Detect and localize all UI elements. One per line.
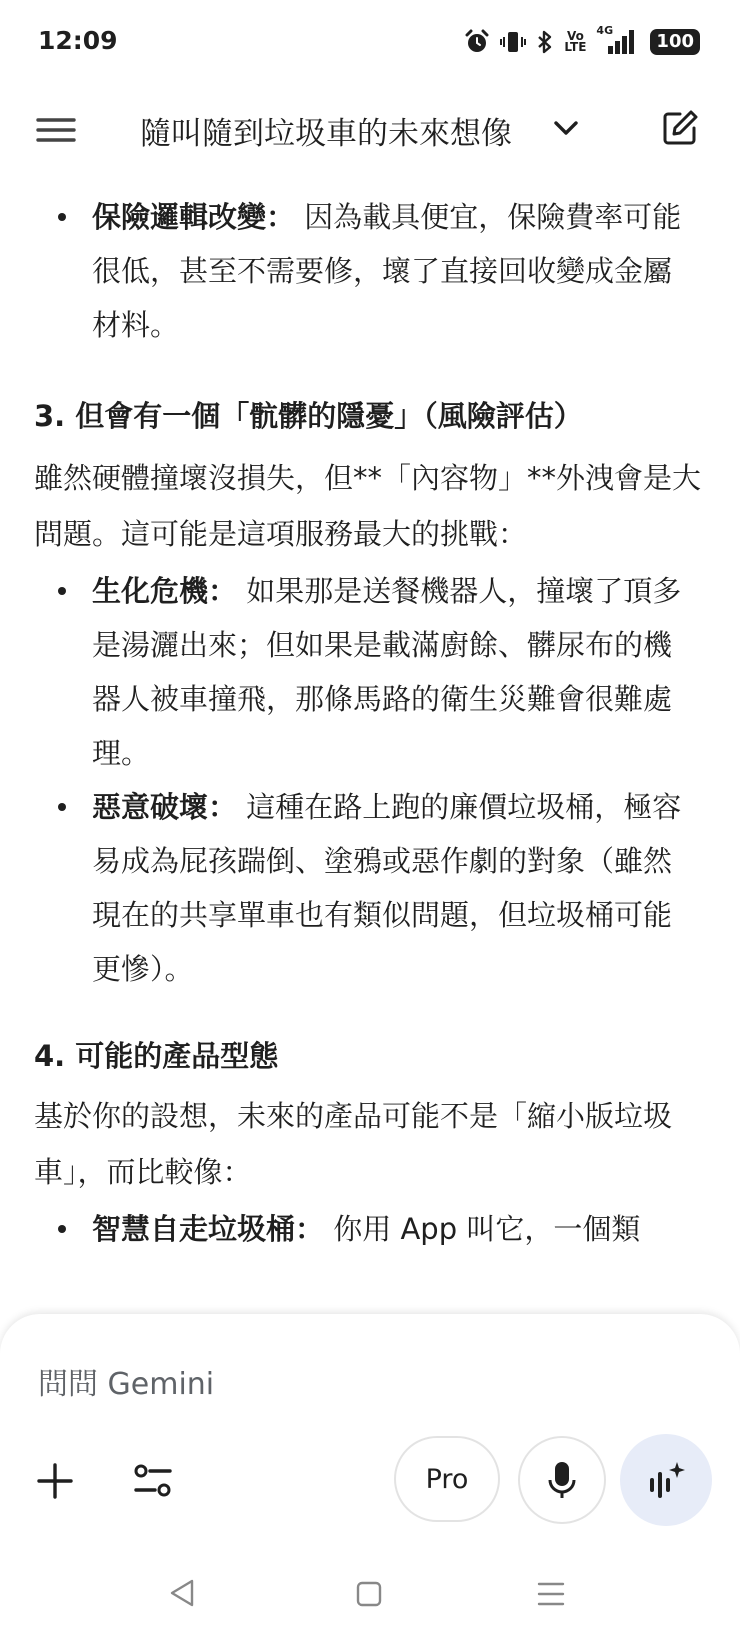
bullet-vandalism-text: 這種在路上跑的廉價垃圾桶，極容易成為屁孩踹倒、塗鴉或惡作劇的對象（雖然現在的共享單車也有類似問題，但垃圾桶可能更慘）。 (92, 790, 682, 986)
volte-icon (564, 31, 586, 53)
model-pro-button[interactable]: Pro (394, 1436, 500, 1522)
menu-icon (36, 110, 76, 150)
add-attachment-button[interactable] (36, 1462, 74, 1504)
response-content (0, 174, 740, 1314)
prompt-input[interactable] (36, 1366, 540, 1403)
bullet-biohazard (92, 564, 690, 780)
bullet-smartbin-text: 你用 App 叫它，一個類 (324, 1212, 641, 1246)
chevron-down-icon (552, 116, 580, 140)
tools-icon (132, 1460, 174, 1502)
recent-apps-icon (536, 1580, 566, 1608)
live-button[interactable] (620, 1434, 712, 1526)
vibrate-icon (500, 29, 526, 55)
bullet-biohazard-text: 如果那是送餐機器人，撞壞了頂多是湯灑出來；但如果是載滿廚餘、髒尿布的機器人被車撞飛，那條馬路的衛生災難會很難處理。 (92, 574, 682, 770)
menu-button[interactable] (36, 110, 76, 150)
system-nav-bar (0, 1570, 740, 1644)
volte-top: Vo (566, 29, 584, 43)
battery-icon: 100 (650, 29, 700, 55)
section-3-paragraph: 雖然硬體撞壞沒損失，但**「內容物」**外洩會是大問題。這可能是這項服務最大的挑戰： (34, 461, 702, 551)
title-dropdown-button[interactable] (552, 116, 580, 144)
section-heading-4: 4. 可能的產品型態 (34, 1039, 279, 1073)
nav-recent-button[interactable] (536, 1580, 566, 1612)
alarm-icon (464, 29, 490, 55)
bullet-smartbin (92, 1202, 690, 1256)
nav-home-button[interactable] (355, 1580, 383, 1612)
nav-back-button[interactable] (168, 1578, 196, 1612)
tools-button[interactable] (132, 1460, 174, 1506)
section-heading-3: 3. 但會有一個「骯髒的隱憂」（風險評估） (34, 399, 583, 433)
chat-title[interactable]: 隨叫隨到垃圾車的未來想像 (140, 116, 512, 152)
bullet-insurance-label: 保險邏輯改變： (92, 200, 296, 234)
network-type: 4G (596, 24, 614, 37)
top-app-bar (0, 84, 740, 174)
home-icon (355, 1580, 383, 1608)
voice-input-button[interactable] (518, 1436, 606, 1524)
status-time: 12:09 (38, 26, 118, 55)
status-bar (0, 0, 740, 84)
volte-bottom: LTE (564, 40, 587, 54)
mic-icon (547, 1460, 577, 1500)
bullet-insurance (92, 190, 690, 352)
bluetooth-icon (536, 29, 554, 55)
edit-icon (660, 108, 700, 148)
signal-icon (596, 24, 638, 56)
bullet-smartbin-label: 智慧自走垃圾桶： (92, 1212, 325, 1246)
bullet-biohazard-label: 生化危機： (92, 574, 238, 608)
back-icon (168, 1578, 196, 1608)
bullet-insurance-text: 因為載具便宜，保險費率可能很低，甚至不需要修，壞了直接回收變成金屬材料。 (92, 200, 682, 342)
plus-icon (36, 1462, 74, 1500)
new-chat-button[interactable] (660, 108, 700, 152)
status-icons (464, 24, 700, 60)
live-icon (644, 1458, 688, 1502)
section-4-paragraph: 基於你的設想，未來的產品可能不是「縮小版垃圾車」，而比較像： (34, 1099, 673, 1189)
bullet-vandalism-label: 惡意破壞： (92, 790, 238, 824)
bullet-vandalism (92, 780, 690, 996)
